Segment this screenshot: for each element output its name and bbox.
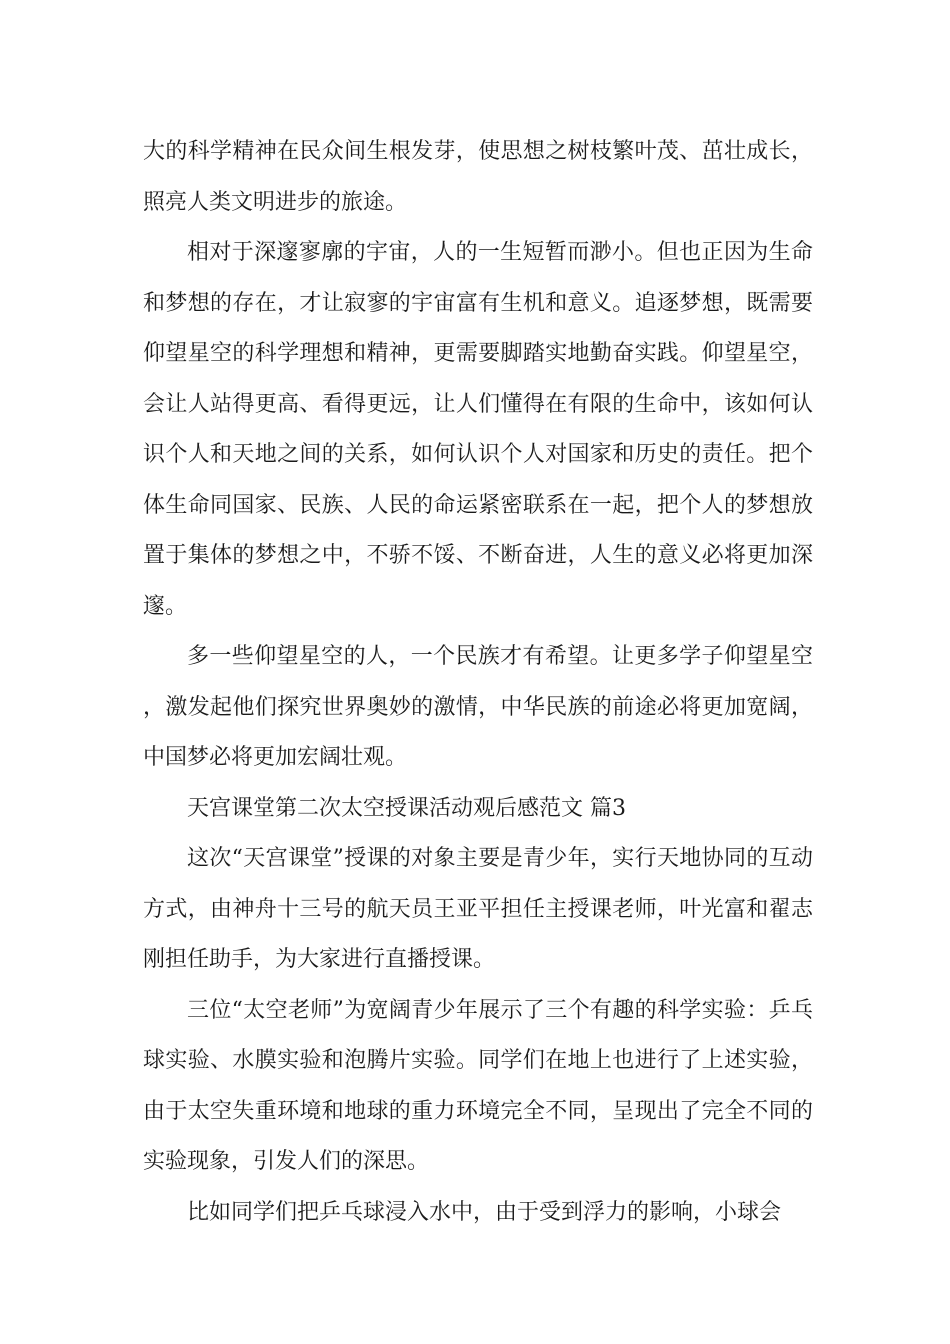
document-body <box>143 127 813 1238</box>
paragraph: 三位“太空老师”为宽阔青少年展示了三个有趣的科学实验：乒乓球实验、水膜实验和泡腾片实验。同学们在地上也进行了上述实验，由于太空失重环境和地球的重力环境完全不同，呈现出了完全不同的实验现象，引发人们的深思。 <box>143 997 813 1174</box>
paragraph-continued: 大的科学精神在民众间生根发芽，使思想之树枝繁叶茂、茁壮成长，照亮人类文明进步的旅途。 <box>143 139 813 215</box>
paragraph: 多一些仰望星空的人，一个民族才有希望。让更多学子仰望星空，激发起他们探究世界奥妙的激情，中华民族的前途必将更加宽阔，中国梦必将更加宏阔壮观。 <box>143 644 813 770</box>
paragraph: 比如同学们把乒乓球浸入水中，由于受到浮力的影响，小球会 <box>187 1199 782 1225</box>
section-heading: 天宫课堂第二次太空授课活动观后感范文 篇3 <box>187 795 626 821</box>
paragraph: 这次“天宫课堂”授课的对象主要是青少年，实行天地协同的互动方式，由神舟十三号的航天员王亚平担任主授课老师，叶光富和翟志刚担任助手，为大家进行直播授课。 <box>143 846 813 972</box>
paragraph: 相对于深邃寥廓的宇宙，人的一生短暂而渺小。但也正因为生命和梦想的存在，才让寂寥的宇宙富有生机和意义。追逐梦想，既需要仰望星空的科学理想和精神，更需要脚踏实地勤奋实践。仰望星空，会让人站得更高、看得更远，让人们懂得在有限的生命中，该如何认识个人和天地之间的关系，如何认识个人对国家和历史的责任。把个体生命同国家、民族、人民的命运紧密联系在一起，把个人的梦想放置于集体的梦想之中，不骄不馁、不断奋进，人生的意义必将更加深邃。 <box>143 240 813 619</box>
